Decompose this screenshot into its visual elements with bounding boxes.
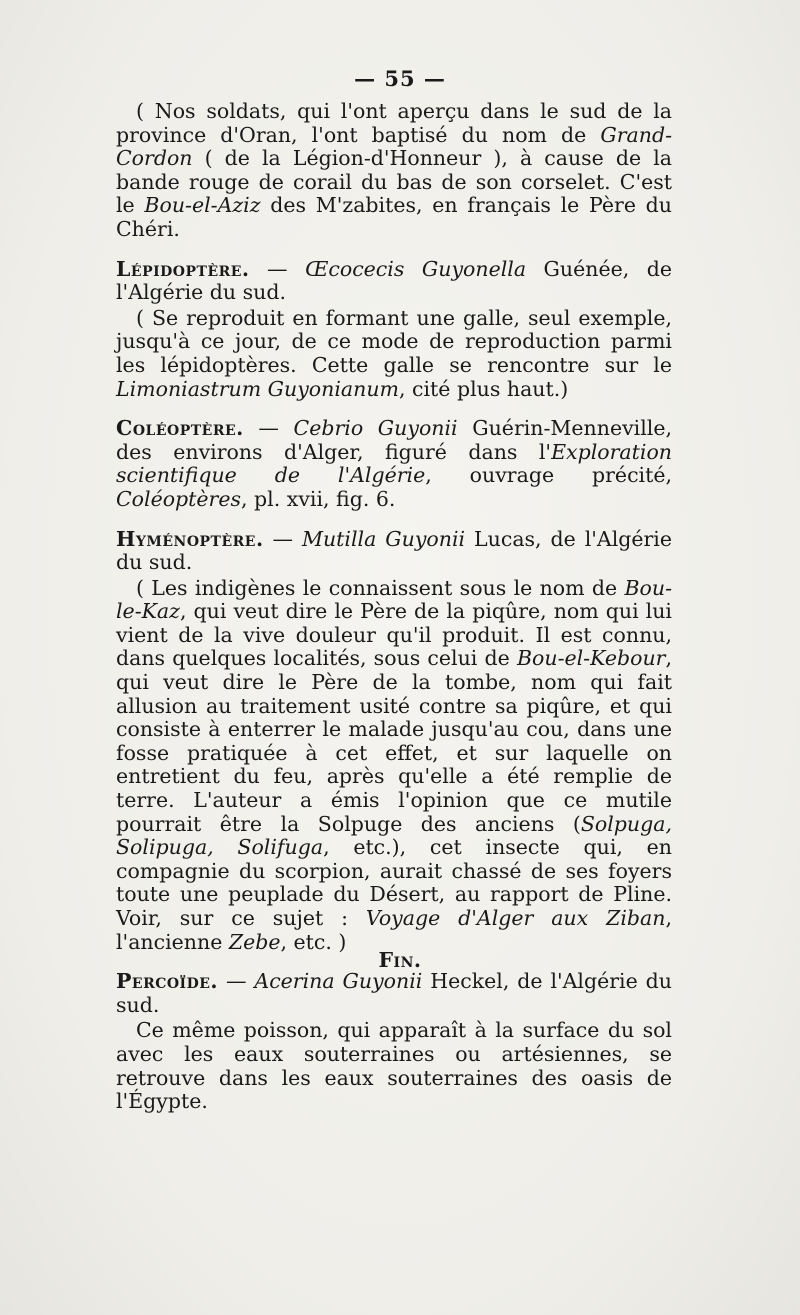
entry-label: Percoïde. [116, 969, 219, 994]
entry-label: Lépidoptère. [116, 256, 250, 281]
paragraph-galle: ( Se reproduit en formant une galle, seul exemple, jusqu'à ce jour, de ce mode de reproduction parmi les lépidoptères. Cette galle se rencontre sur le Limoniastrum Guyonianum, cité plus haut.) [116, 305, 672, 401]
paragraph-indigenes: ( Les indigènes le connaissent sous le nom de Bou-le-Kaz, qui veut dire le Père de la piqûre, nom qui lui vient de la vive douleur qu'il produit. Il est connu, dans quelques localités, sous celui de Bou-el-Kebour, qui veut dire le Père de la tombe, nom qui fait allusion au traitement usité contre sa piqûre, et qui consiste à enterrer le malade jusqu'au cou, dans une fosse pratiquée à cet effet, et sur laquelle on entretient du feu, après qu'elle a été remplie de terre. L'auteur a émis l'opinion que ce mutile pourrait être la Solpuge des anciens (Solpuga, Solipuga, Solifuga, etc.), cet insecte qui, en compagnie du scorpion, aurait chassé de ses foyers toute une peuplade du Désert, au rapport de Pline. Voir, sur ce sujet : Voyage d'Alger aux Ziban, l'ancienne Zebe, etc. ) [116, 575, 672, 954]
paragraph-soldats: ( Nos soldats, qui l'ont aperçu dans le sud de la province d'Oran, l'ont baptisé du nom de Grand-Cordon ( de la Légion-d'Honneur ), à cause de la bande rouge de corail du bas de son corselet. C'est le Bou-el-Aziz des M'zabites, en français le Père du Chéri. [116, 99, 672, 241]
entry-label: Coléoptère. [116, 416, 244, 441]
species-name: Cebrio Guyonii [293, 416, 458, 441]
entry-label: Hyménoptère. [116, 526, 264, 551]
entry-percoide: Percoïde. — Acerina Guyonii Heckel, de l'Algérie du sud. [116, 969, 672, 1017]
entry-lepidoptere: Lépidoptère. — Œcocecis Guyonella Guénée, de l'Algérie du sud. [116, 256, 672, 305]
page-number: — 55 — [354, 66, 446, 91]
species-name: Acerina Guyonii [254, 969, 423, 994]
entry-hymenoptere: Hyménoptère. — Mutilla Guyonii Lucas, de l'Algérie du sud. [116, 526, 672, 575]
fin-label: Fin. [378, 948, 422, 972]
paragraph-poisson: Ce même poisson, qui apparaît à la surface du sol avec les eaux souterraines ou artésiennes, se retrouve dans les eaux souterraines des oasis de l'Égypte. [116, 1018, 672, 1114]
species-name: Œcocecis Guyonella [305, 256, 527, 281]
entry-coleoptere: Coléoptère. — Cebrio Guyonii Guérin-Menneville, des environs d'Alger, figuré dans l'Exploration scientifique de l'Algérie, ouvrage précité, Coléoptères, pl. xvii, fig. 6. [116, 416, 672, 511]
species-name: Mutilla Guyonii [301, 526, 466, 551]
